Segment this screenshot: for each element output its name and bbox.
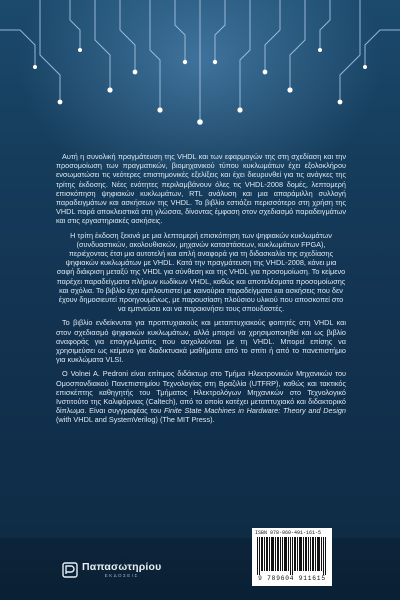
barcode-number: 9 789604 911615: [258, 575, 326, 582]
publisher-subtitle: ΕΚΔΟΣΕΙΣ: [104, 572, 139, 578]
bottom-bar: [0, 538, 400, 600]
author-book-title: Finite State Machines in Hardware: Theory and Design: [163, 406, 346, 416]
barcode-bars-icon: [255, 537, 329, 575]
back-cover-blurb: [56, 152, 346, 430]
author-bio-text: Ο Volnei A. Pedroni είναι επίτιμος διδάκτωρ στο Τμήμα Ηλεκτρονικών Μηχανικών του Ομοσπονδιακού Πανεπιστημίου Τεχνολογίας στη Βραζιλία (UTFRP), καθώς και τακτικός επισκέπτης καθηγητής του Τμήματος Ηλεκτρολόγων Μηχανικών στο Τεχνολογικό Ινστιτούτο της Καλιφόρνιας (Caltech), από το οποίο κατέχει μεταπτυχιακό και διδακτορικό δίπλωμα. Είναι συγγραφέας του: [56, 369, 346, 416]
blurb-paragraph-1: Αυτή η συνολική πραγμάτευση της VHDL και των εφαρμογών της στη σχεδίαση και την προσομοίωση των πραγματικών, βιομηχανικού τύπου κυκλωμάτων έχει εξολοκλήρου ενσωματώσει τις νεότερες επιστημονικές εξελίξεις και έχει διευρυνθεί για τις ανάγκες της τρίτης έκδοσης. Νέες ενότητες περιλαμβάνουν όλες τις VHDL-2008 δομές, λεπτομερή επισκόπηση ψηφιακών κυκλωμάτων, RTL ανάλυση και μια απαράμιλλη συλλογή παραδειγμάτων και ασκήσεων της VHDL. Το βιβλίο εστιάζει περισσότερο στη χρήση της VHDL παρά αποκλειστικά στη γλώσσα, δίνοντας έμφαση στον σχεδιασμό παραδειγμάτων και στις εργαστηριακές ασκήσεις.: [56, 152, 346, 226]
barcode: [252, 528, 332, 586]
author-bio: [56, 369, 346, 424]
blurb-paragraph-2: Η τρίτη έκδοση ξεκινά με μια λεπτομερή επισκόπηση των ψηφιακών κυκλωμάτων (συνδυαστικών, ακολουθιακών, μηχανών καταστάσεων, κυκλωμάτων FPGA), περιέχοντας έτσι μια αυτοτελή και απλή αναφορά για τη διδασκαλία της σχεδίασης ψηφιακών κυκλωμάτων με VHDL. Κατά την πραγμάτευση της VHDL-2008, κάνει μια σαφή διάκριση μεταξύ της VHDL για σύνθεση και της VHDL για προσομοίωση. Το κείμενο παρέχει παραδείγματα πλήρων κωδίκων VHDL, καθώς και αποτελέσματα προσομοίωσης και σχόλια. Το βιβλίο έχει εμπλουτιστεί με καινούρια παραδείγματα και ασκήσεις που δεν έχουν δημοσιευτεί προηγουμένως, με παρουσίαση πλούσιου υλικού που αποσκοπεί στο να εμπνεύσει και να παρακινήσει τους σπουδαστές.: [56, 230, 346, 314]
publisher-emblem-icon: [62, 562, 78, 578]
publisher-name: Παπασωτηρίου: [82, 561, 162, 573]
circuit-lines-decoration: [0, 0, 400, 150]
author-bio-tail: (with VHDL and SystemVerilog) (The MIT Press).: [56, 415, 215, 425]
blurb-paragraph-3: Το βιβλίο ενδείκνυται για προπτυχιακούς και μεταπτυχιακούς φοιτητές στη VHDL και στον σχεδιασμό ψηφιακών κυκλωμάτων, αλλά μπορεί να χρησιμοποιηθεί και ως βιβλίο αναφοράς για επαγγελματίες που ασχολούνται με τη VHDL. Μπορεί επίσης να χρησιμεύσει ως κείμενο για διαδικτυακά μαθήματα από το σπίτι ή από το πανεπιστήμιο για κυκλώματα VLSI.: [56, 318, 346, 365]
publisher-logo: [62, 558, 161, 582]
isbn-label: ISBN 978-960-491-161-5: [255, 530, 322, 536]
